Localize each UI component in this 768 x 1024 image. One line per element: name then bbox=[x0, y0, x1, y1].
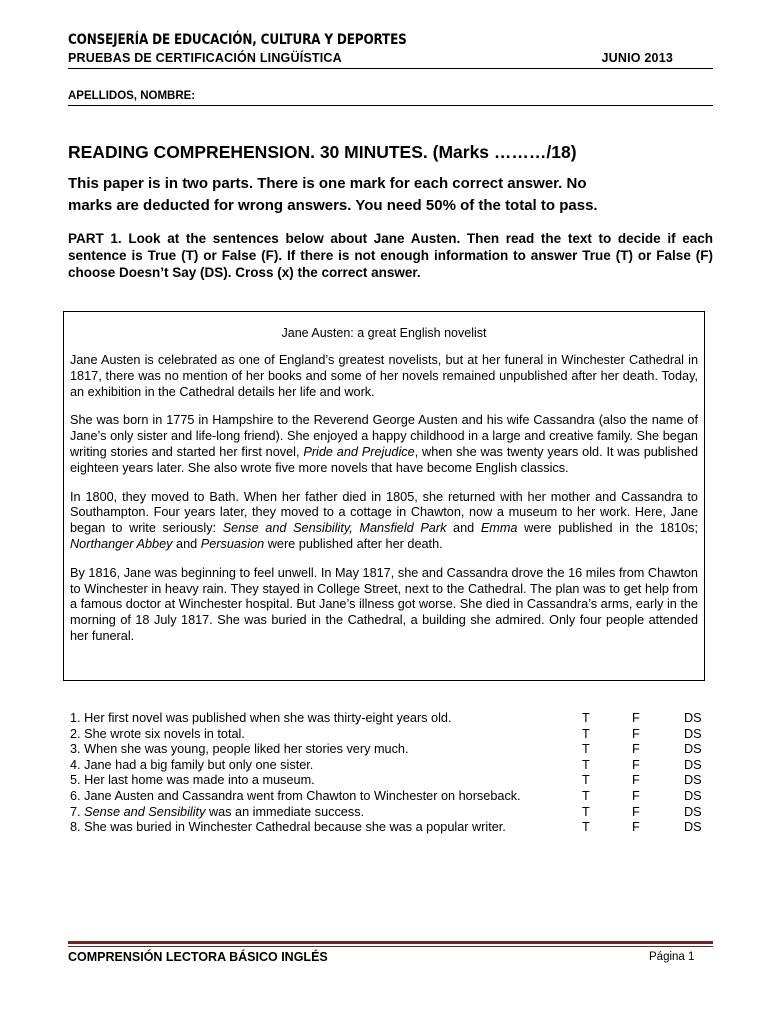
option-true[interactable]: T bbox=[582, 773, 590, 788]
question-text: 7. Sense and Sensibility was an immediate success. bbox=[70, 804, 365, 819]
option-true[interactable]: T bbox=[582, 804, 590, 819]
question-text: 2. She wrote six novels in total. bbox=[70, 726, 245, 741]
question-row bbox=[70, 773, 720, 789]
option-true[interactable]: T bbox=[582, 742, 590, 757]
page-title: READING COMPREHENSION. 30 MINUTES. (Marks ………/18) bbox=[68, 142, 577, 162]
option-true[interactable]: T bbox=[582, 788, 590, 803]
option-doesnt-say[interactable]: DS bbox=[684, 788, 702, 803]
reading-paragraph-2: She was born in 1775 in Hampshire to the Reverend George Austen and his wife Cassandra (also the name of Jane’s only sister and life-long friend). She enjoyed a happy childhood in a large and creative family. She began writing stories and started her first novel, Pride and Prejudice, when she was twenty years old. It was published eighteen years later. She also wrote five more novels that have become English classics. bbox=[70, 413, 699, 475]
questions-list bbox=[70, 711, 720, 836]
question-row bbox=[70, 711, 720, 727]
exam-date: JUNIO 2013 bbox=[601, 51, 673, 65]
question-row bbox=[70, 789, 720, 805]
exam-header bbox=[68, 51, 713, 65]
question-text: 4. Jane had a big family but only one sister. bbox=[70, 757, 314, 772]
option-false[interactable]: F bbox=[632, 804, 640, 819]
footer-course-name: COMPRENSIÓN LECTORA BÁSICO INGLÉS bbox=[68, 950, 328, 964]
reading-paragraph-4: By 1816, Jane was beginning to feel unwell. In May 1817, she and Cassandra drove the 16 miles from Chawton to Winchester in heavy rain. They stayed in College Street, next to the Cathedral. The plan was to get help from a famous doctor at Winchester hospital. But Jane’s illness got worse. She died in Cassandra’s arms, early in the morning of 18 July 1817. She was buried in the Cathedral, a building she admired. Only four people attended her funeral. bbox=[70, 565, 698, 643]
option-true[interactable]: T bbox=[582, 820, 590, 835]
footer-divider-thin bbox=[68, 946, 713, 947]
question-row bbox=[70, 727, 720, 743]
option-true[interactable]: T bbox=[582, 726, 590, 741]
option-doesnt-say[interactable]: DS bbox=[684, 757, 702, 772]
part1-instructions: PART 1. Look at the sentences below about Jane Austen. Then read the text to decide if each sentence is True (T) or False (F). If there is not enough information to answer True (T) or False (F) choose Doesn’t Say (DS). Cross (x) the correct answer. bbox=[68, 231, 713, 280]
question-text: 3. When she was young, people liked her stories very much. bbox=[70, 742, 409, 757]
institution-heading: CONSEJERÍA DE EDUCACIÓN, CULTURA Y DEPORTES bbox=[68, 32, 407, 48]
option-false[interactable]: F bbox=[632, 773, 640, 788]
question-text: 6. Jane Austen and Cassandra went from Chawton to Winchester on horseback. bbox=[70, 788, 521, 803]
reading-paragraph-1: Jane Austen is celebrated as one of England’s greatest novelists, but at her funeral in Winchester Cathedral in 1817, there was no mention of her books and some of her novels remained unpublished after her death. Today, an exhibition in the Cathedral details her life and work. bbox=[70, 353, 698, 399]
question-text: 8. She was buried in Winchester Cathedral because she was a popular writer. bbox=[70, 820, 506, 835]
option-doesnt-say[interactable]: DS bbox=[684, 804, 702, 819]
option-false[interactable]: F bbox=[632, 757, 640, 772]
option-false[interactable]: F bbox=[632, 726, 640, 741]
option-true[interactable]: T bbox=[582, 757, 590, 772]
option-false[interactable]: F bbox=[632, 711, 640, 725]
footer-divider bbox=[68, 941, 713, 944]
name-field-label: APELLIDOS, NOMBRE: bbox=[68, 90, 196, 102]
option-false[interactable]: F bbox=[632, 788, 640, 803]
name-field-line bbox=[68, 105, 713, 106]
question-row bbox=[70, 742, 720, 758]
question-row bbox=[70, 805, 720, 821]
question-row bbox=[70, 758, 720, 774]
reading-text-title: Jane Austen: a great English novelist bbox=[281, 326, 487, 340]
reading-text-box bbox=[63, 311, 705, 681]
reading-paragraph-3: In 1800, they moved to Bath. When her father died in 1805, she returned with her mother and Cassandra to Southampton. Four years later, they moved to a cottage in Chawton, now a museum to her work. Here, Jane began to write seriously: Sense and Sensibility, Mansfield Park and Emma were published in the 1810s; Northanger Abbey and Persuasion were published after her death. bbox=[70, 489, 698, 551]
option-doesnt-say[interactable]: DS bbox=[684, 711, 702, 725]
option-false[interactable]: F bbox=[632, 742, 640, 757]
option-doesnt-say[interactable]: DS bbox=[684, 820, 702, 835]
exam-name: PRUEBAS DE CERTIFICACIÓN LINGÜÍSTICA bbox=[68, 51, 342, 65]
question-row bbox=[70, 820, 720, 836]
option-doesnt-say[interactable]: DS bbox=[684, 726, 702, 741]
option-doesnt-say[interactable]: DS bbox=[684, 742, 702, 757]
option-true[interactable]: T bbox=[582, 711, 590, 725]
page-number: Página 1 bbox=[649, 951, 695, 963]
intro-paragraph: This paper is in two parts. There is one mark for each correct answer. No marks are deducted for wrong answers. You need 50% of the total to pass. bbox=[68, 175, 598, 214]
option-false[interactable]: F bbox=[632, 820, 640, 835]
question-text: 5. Her last home was made into a museum. bbox=[70, 773, 315, 788]
option-doesnt-say[interactable]: DS bbox=[684, 773, 702, 788]
question-text: 1. Her first novel was published when she was thirty-eight years old. bbox=[70, 711, 452, 725]
header-divider bbox=[68, 68, 713, 69]
